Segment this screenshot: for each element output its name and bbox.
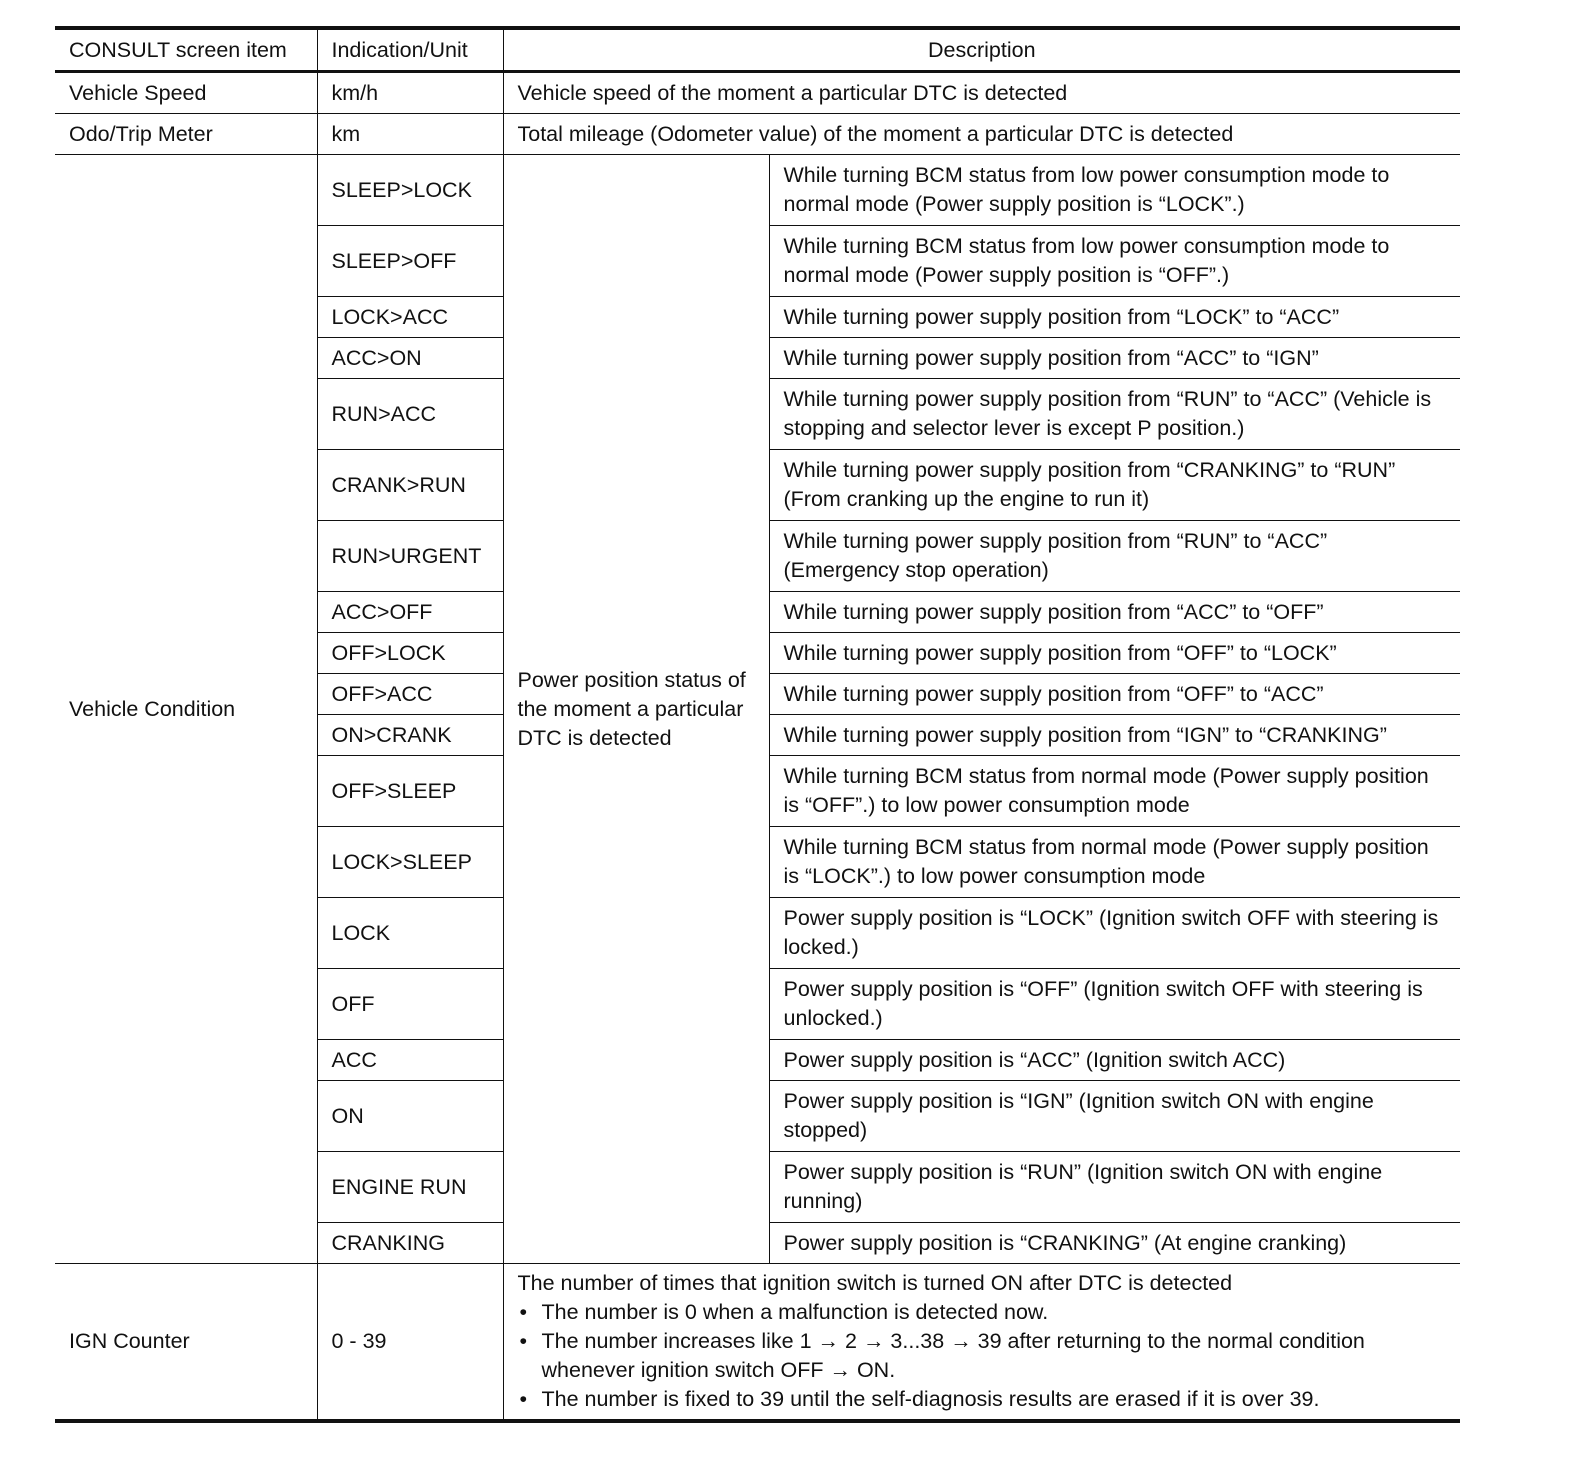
description: While turning power supply position from “CRANKING” to “RUN” (From cranking up the engine to run it)	[769, 450, 1460, 521]
description: While turning power supply position from “RUN” to “ACC” (Vehicle is stopping and selector lever is except P position.)	[769, 379, 1460, 450]
bullet-item: • The number increases like 1 → 2 → 3...38 → 39 after returning to the normal condition whenever ignition switch OFF → ON.	[518, 1327, 1447, 1385]
power-position-status-description: Power position status of the moment a particular DTC is detected	[503, 155, 769, 1264]
screen-item: IGN Counter	[55, 1264, 317, 1421]
description: Total mileage (Odometer value) of the moment a particular DTC is detected	[503, 114, 1460, 155]
indication: OFF>ACC	[317, 674, 503, 715]
indication: CRANKING	[317, 1223, 503, 1264]
description: While turning power supply position from “ACC” to “IGN”	[769, 338, 1460, 379]
table-header-row	[55, 28, 1460, 72]
indication: LOCK>SLEEP	[317, 827, 503, 898]
screen-item-vehicle-condition: Vehicle Condition	[55, 155, 317, 1264]
description: While turning BCM status from normal mode (Power supply position is “LOCK”.) to low power consumption mode	[769, 827, 1460, 898]
indication: ACC>OFF	[317, 592, 503, 633]
indication: ON>CRANK	[317, 715, 503, 756]
indication: ACC	[317, 1040, 503, 1081]
indication: LOCK>ACC	[317, 297, 503, 338]
description: Power supply position is “ACC” (Ignition switch ACC)	[769, 1040, 1460, 1081]
description: While turning power supply position from “LOCK” to “ACC”	[769, 297, 1460, 338]
indication: ON	[317, 1081, 503, 1152]
indication: CRANK>RUN	[317, 450, 503, 521]
description: While turning BCM status from low power consumption mode to normal mode (Power supply position is “LOCK”.)	[769, 155, 1460, 226]
header-description: Description	[503, 28, 1460, 72]
description: While turning power supply position from “OFF” to “ACC”	[769, 674, 1460, 715]
description: While turning power supply position from “IGN” to “CRANKING”	[769, 715, 1460, 756]
description: While turning power supply position from “ACC” to “OFF”	[769, 592, 1460, 633]
screen-item: Odo/Trip Meter	[55, 114, 317, 155]
bullet-item: • The number is fixed to 39 until the self-diagnosis results are erased if it is over 39.	[518, 1385, 1447, 1414]
ign-description-intro: The number of times that ignition switch is turned ON after DTC is detected	[517, 1270, 1233, 1295]
indication: ENGINE RUN	[317, 1152, 503, 1223]
ign-counter-description	[503, 1264, 1460, 1421]
table-row	[55, 72, 1460, 114]
description: Vehicle speed of the moment a particular DTC is detected	[503, 72, 1460, 114]
header-indication-unit: Indication/Unit	[317, 28, 503, 72]
header-screen-item: CONSULT screen item	[55, 28, 317, 72]
description: While turning power supply position from “OFF” to “LOCK”	[769, 633, 1460, 674]
description: Power supply position is “RUN” (Ignition switch ON with engine running)	[769, 1152, 1460, 1223]
indication: OFF>LOCK	[317, 633, 503, 674]
indication: LOCK	[317, 898, 503, 969]
indication: ACC>ON	[317, 338, 503, 379]
consult-data-table	[55, 26, 1460, 1423]
description: Power supply position is “IGN” (Ignition switch ON with engine stopped)	[769, 1081, 1460, 1152]
indication: SLEEP>LOCK	[317, 155, 503, 226]
description: Power supply position is “LOCK” (Ignition switch OFF with steering is locked.)	[769, 898, 1460, 969]
table-row	[55, 1264, 1460, 1421]
table-row	[55, 114, 1460, 155]
description: While turning BCM status from normal mode (Power supply position is “OFF”.) to low power consumption mode	[769, 756, 1460, 827]
description: While turning power supply position from “RUN” to “ACC” (Emergency stop operation)	[769, 521, 1460, 592]
description: While turning BCM status from low power consumption mode to normal mode (Power supply position is “OFF”.)	[769, 226, 1460, 297]
indication: RUN>ACC	[317, 379, 503, 450]
description: Power supply position is “OFF” (Ignition switch OFF with steering is unlocked.)	[769, 969, 1460, 1040]
description: Power supply position is “CRANKING” (At engine cranking)	[769, 1223, 1460, 1264]
indication-unit: 0 - 39	[317, 1264, 503, 1421]
bullet-item: • The number is 0 when a malfunction is detected now.	[518, 1298, 1447, 1327]
table-row	[55, 155, 1460, 226]
indication: SLEEP>OFF	[317, 226, 503, 297]
indication: OFF>SLEEP	[317, 756, 503, 827]
indication-unit: km/h	[317, 72, 503, 114]
indication-unit: km	[317, 114, 503, 155]
screen-item: Vehicle Speed	[55, 72, 317, 114]
indication: OFF	[317, 969, 503, 1040]
indication: RUN>URGENT	[317, 521, 503, 592]
